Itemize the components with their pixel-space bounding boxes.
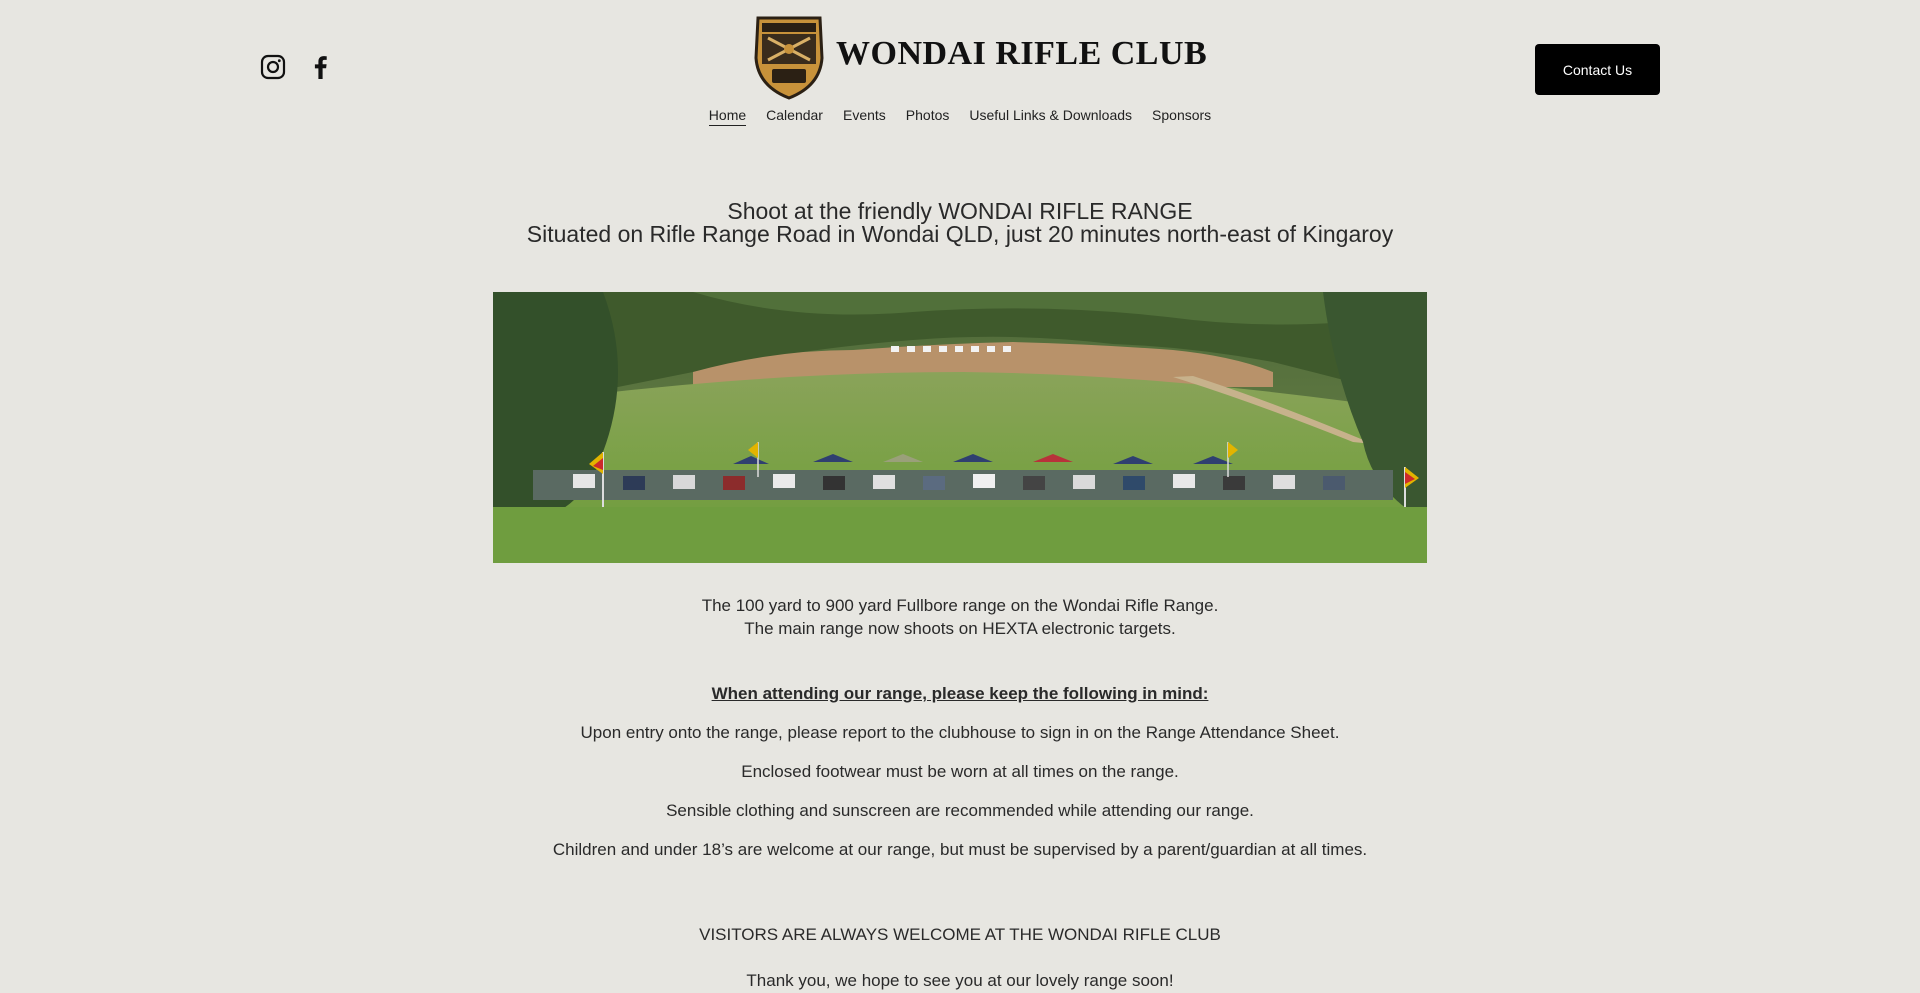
main-nav bbox=[0, 107, 1920, 126]
facebook-icon bbox=[308, 54, 334, 80]
visitors-welcome: VISITORS ARE ALWAYS WELCOME AT THE WONDAI RIFLE CLUB bbox=[699, 925, 1221, 944]
contact-us-button[interactable]: Contact Us bbox=[1535, 44, 1660, 95]
nav-photos[interactable]: Photos bbox=[905, 107, 950, 123]
rule-item: Sensible clothing and sunscreen are recommended while attending our range. bbox=[666, 801, 1254, 820]
nav-useful-links[interactable]: Useful Links & Downloads bbox=[969, 107, 1133, 123]
nav-events[interactable]: Events bbox=[842, 107, 886, 123]
site-header bbox=[0, 0, 1920, 140]
rules-title: When attending our range, please keep the following in mind: bbox=[711, 684, 1209, 703]
range-photo bbox=[493, 292, 1427, 563]
hero-heading bbox=[0, 200, 1920, 246]
club-crest-icon bbox=[752, 14, 826, 100]
rule-item: Upon entry onto the range, please report to the clubhouse to sign in on the Range Attendance Sheet. bbox=[580, 723, 1340, 742]
nav-sponsors[interactable]: Sponsors bbox=[1152, 107, 1212, 123]
logo-text: WONDAI RIFLE CLUB bbox=[836, 35, 1208, 72]
site-logo[interactable] bbox=[752, 14, 1207, 100]
facebook-link[interactable] bbox=[308, 54, 334, 80]
rule-item: Children and under 18’s are welcome at our range, but must be supervised by a parent/guardian at all times. bbox=[552, 840, 1368, 859]
instagram-icon bbox=[260, 54, 286, 80]
hero-line-2: Situated on Rifle Range Road in Wondai QLD, just 20 minutes north-east of Kingaroy bbox=[526, 221, 1394, 247]
instagram-link[interactable] bbox=[260, 54, 286, 80]
rule-item: Enclosed footwear must be worn at all times on the range. bbox=[741, 762, 1179, 781]
caption-line-1: The 100 yard to 900 yard Fullbore range on the Wondai Rifle Range. bbox=[701, 596, 1219, 615]
thanks-message: Thank you, we hope to see you at our lovely range soon! bbox=[746, 971, 1174, 990]
hero-line-1: Shoot at the friendly WONDAI RIFLE RANGE bbox=[727, 198, 1193, 224]
nav-home[interactable]: Home bbox=[709, 107, 746, 126]
nav-calendar[interactable]: Calendar bbox=[766, 107, 823, 123]
social-links bbox=[260, 54, 334, 80]
caption-line-2: The main range now shoots on HEXTA electronic targets. bbox=[744, 619, 1176, 638]
range-caption bbox=[0, 594, 1920, 640]
